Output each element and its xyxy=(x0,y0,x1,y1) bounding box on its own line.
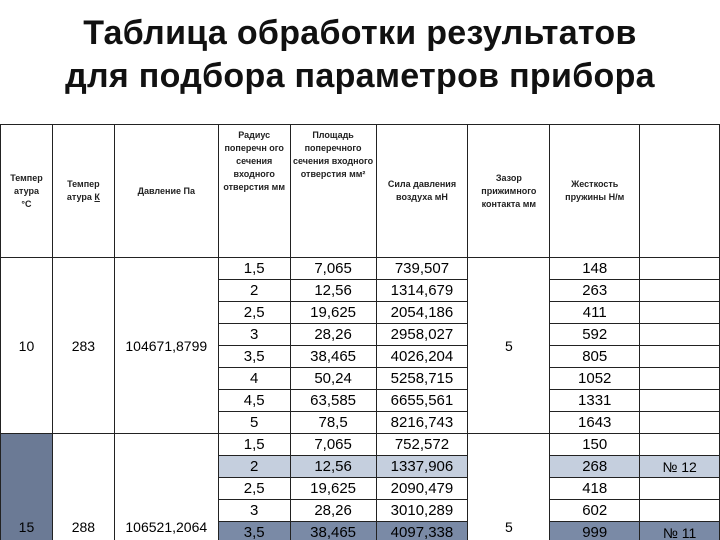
area-cell: 63,585 xyxy=(290,390,376,412)
header-temp-c: Темпер атура °С xyxy=(1,125,53,258)
note-cell xyxy=(640,500,720,522)
radius-cell: 4 xyxy=(218,368,290,390)
force-cell: 739,507 xyxy=(376,258,468,280)
area-cell: 50,24 xyxy=(290,368,376,390)
force-cell: 2958,027 xyxy=(376,324,468,346)
stiffness-cell: 1331 xyxy=(550,390,640,412)
stiffness-cell: 1643 xyxy=(550,412,640,434)
stiffness-cell: 148 xyxy=(550,258,640,280)
group2-gap: 5 xyxy=(468,434,550,540)
stiffness-cell: 592 xyxy=(550,324,640,346)
radius-cell: 3,5 xyxy=(218,522,290,540)
force-cell: 4097,338 xyxy=(376,522,468,540)
note-cell: № 11 xyxy=(640,522,720,540)
area-cell: 19,625 xyxy=(290,478,376,500)
force-cell: 3010,289 xyxy=(376,500,468,522)
header-stiffness: Жесткость пружины Н/м xyxy=(550,125,640,258)
note-cell xyxy=(640,368,720,390)
note-cell xyxy=(640,390,720,412)
table-row xyxy=(1,434,720,456)
stiffness-cell: 418 xyxy=(550,478,640,500)
area-cell: 19,625 xyxy=(290,302,376,324)
area-cell: 7,065 xyxy=(290,258,376,280)
group2-temp-c: 15 xyxy=(1,434,53,540)
note-cell xyxy=(640,302,720,324)
note-cell xyxy=(640,412,720,434)
note-cell xyxy=(640,478,720,500)
header-area: Площадь поперечного сечения входного отверстия мм² xyxy=(290,125,376,258)
radius-cell: 1,5 xyxy=(218,258,290,280)
radius-cell: 2 xyxy=(218,280,290,302)
header-notes xyxy=(640,125,720,258)
area-cell: 12,56 xyxy=(290,456,376,478)
radius-cell: 3,5 xyxy=(218,346,290,368)
header-row xyxy=(1,125,720,258)
radius-cell: 3 xyxy=(218,500,290,522)
header-radius: Радиус поперечн ого сечения входного отверстия мм xyxy=(218,125,290,258)
stiffness-cell: 411 xyxy=(550,302,640,324)
header-gap: Зазор прижимного контакта мм xyxy=(468,125,550,258)
force-cell: 2054,186 xyxy=(376,302,468,324)
title-line-1: Таблица обработки результатов xyxy=(83,14,637,52)
group1-gap: 5 xyxy=(468,258,550,434)
area-cell: 78,5 xyxy=(290,412,376,434)
area-cell: 12,56 xyxy=(290,280,376,302)
stiffness-cell: 263 xyxy=(550,280,640,302)
results-table xyxy=(0,124,720,540)
force-cell: 1314,679 xyxy=(376,280,468,302)
area-cell: 7,065 xyxy=(290,434,376,456)
stiffness-cell: 999 xyxy=(550,522,640,540)
force-cell: 1337,906 xyxy=(376,456,468,478)
group2-pressure: 106521,2064 xyxy=(114,434,218,540)
radius-cell: 4,5 xyxy=(218,390,290,412)
area-cell: 28,26 xyxy=(290,324,376,346)
radius-cell: 2,5 xyxy=(218,302,290,324)
stiffness-cell: 150 xyxy=(550,434,640,456)
note-cell xyxy=(640,434,720,456)
header-pressure: Давление Па xyxy=(114,125,218,258)
group1-temp-c: 10 xyxy=(1,258,53,434)
stiffness-cell: 1052 xyxy=(550,368,640,390)
page-title xyxy=(0,12,720,98)
area-cell: 38,465 xyxy=(290,522,376,540)
radius-cell: 2,5 xyxy=(218,478,290,500)
note-cell xyxy=(640,280,720,302)
area-cell: 28,26 xyxy=(290,500,376,522)
title-line-2: для подбора параметров прибора xyxy=(65,57,655,95)
radius-cell: 2 xyxy=(218,456,290,478)
note-cell: № 12 xyxy=(640,456,720,478)
group2-temp-k: 288 xyxy=(52,434,114,540)
force-cell: 8216,743 xyxy=(376,412,468,434)
force-cell: 2090,479 xyxy=(376,478,468,500)
stiffness-cell: 268 xyxy=(550,456,640,478)
group1-pressure: 104671,8799 xyxy=(114,258,218,434)
note-cell xyxy=(640,258,720,280)
force-cell: 752,572 xyxy=(376,434,468,456)
header-temp-k: Темпер атура К xyxy=(52,125,114,258)
force-cell: 6655,561 xyxy=(376,390,468,412)
group1-temp-k: 283 xyxy=(52,258,114,434)
force-cell: 4026,204 xyxy=(376,346,468,368)
radius-cell: 3 xyxy=(218,324,290,346)
stiffness-cell: 805 xyxy=(550,346,640,368)
area-cell: 38,465 xyxy=(290,346,376,368)
note-cell xyxy=(640,324,720,346)
radius-cell: 5 xyxy=(218,412,290,434)
radius-cell: 1,5 xyxy=(218,434,290,456)
force-cell: 5258,715 xyxy=(376,368,468,390)
stiffness-cell: 602 xyxy=(550,500,640,522)
table-row xyxy=(1,258,720,280)
note-cell xyxy=(640,346,720,368)
header-force: Сила давления воздуха мН xyxy=(376,125,468,258)
